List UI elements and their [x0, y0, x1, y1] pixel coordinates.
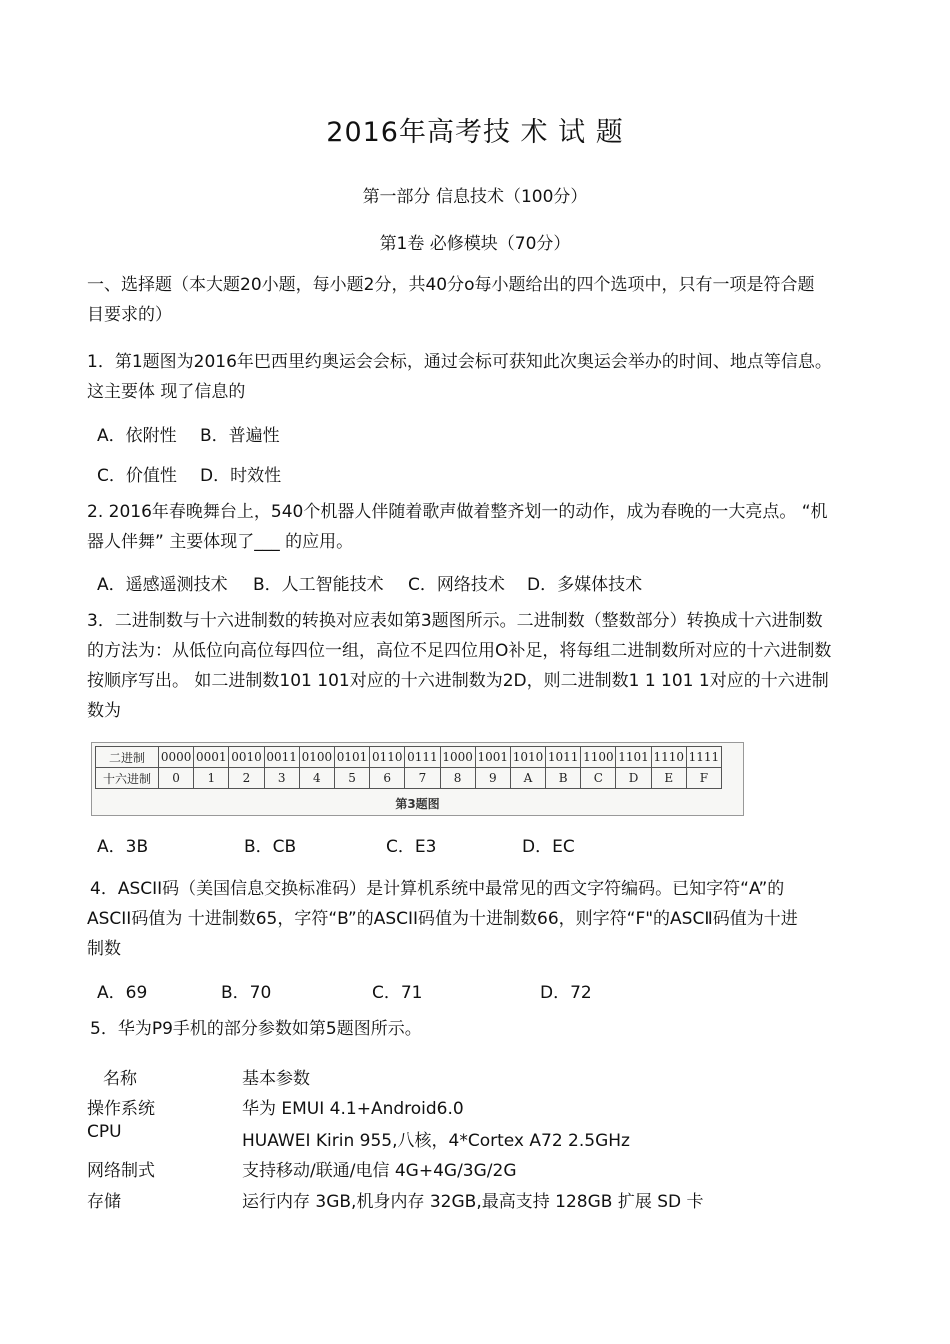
section-intro-line-2: 目要求的） — [87, 305, 172, 325]
binary-cell: 0000 — [159, 747, 194, 768]
q1-line-1: 1．第1题图为2016年巴西里约奥运会会标，通过会标可获知此次奥运会举办的时间、地点等信息。 — [87, 352, 832, 372]
q2-option-c: C．网络技术 — [408, 575, 505, 595]
binary-cell: 0111 — [405, 747, 440, 768]
hex-cell: C — [581, 768, 616, 789]
spec-header-name: 名称 — [103, 1069, 137, 1089]
spec-header-value: 基本参数 — [242, 1069, 310, 1089]
binary-cell: 0011 — [264, 747, 299, 768]
spec-value: 华为 EMUI 4.1+Android6.0 — [242, 1099, 464, 1119]
q3-line-1: 3．二进制数与十六进制数的转换对应表如第3题图所示。二进制数（整数部分）转换成十六进制数 — [87, 611, 823, 631]
hex-cell: 0 — [159, 768, 194, 789]
hex-cell: 8 — [440, 768, 475, 789]
q3-line-4: 数为 — [87, 701, 121, 721]
spec-name: 网络制式 — [87, 1161, 155, 1181]
q4-option-d: D．72 — [540, 983, 592, 1003]
q3-option-b: B．CB — [244, 837, 297, 857]
spec-name: 操作系统 — [87, 1099, 155, 1119]
binary-cell: 0100 — [299, 747, 334, 768]
q4-line-2: ASCII码值为 十进制数65，字符“B”的ASCII码值为十进制数66，则字符“F"的ASCⅡ码值为十进 — [87, 909, 798, 929]
spec-value: HUAWEI Kirin 955,八核，4*Cortex A72 2.5GHz — [242, 1131, 630, 1151]
q3-option-c: C．E3 — [386, 837, 437, 857]
q4-option-b: B．70 — [221, 983, 272, 1003]
spec-value: 运行内存 3GB,机身内存 32GB,最高支持 128GB 扩展 SD 卡 — [242, 1192, 704, 1212]
q4-line-1: 4．ASCII码（美国信息交换标准码）是计算机系统中最常见的西文字符编码。已知字符“A”的 — [90, 879, 785, 899]
volume-heading: 第1卷 必修模块（70分） — [379, 234, 571, 254]
hex-cell: 1 — [194, 768, 229, 789]
hex-row — [96, 768, 722, 789]
binary-cell: 1110 — [651, 747, 686, 768]
q1-option-d: D．时效性 — [200, 466, 282, 486]
q1-option-b: B．普遍性 — [200, 426, 280, 446]
q3-option-a: A．3B — [97, 837, 149, 857]
q3-line-3: 按顺序写出。 如二进制数101 101对应的十六进制数为2D，则二进制数1 1 101 1对应的十六进制 — [87, 671, 829, 691]
binary-cell: 1011 — [546, 747, 581, 768]
binary-cell: 1100 — [581, 747, 616, 768]
spec-name: 存储 — [87, 1192, 121, 1212]
binary-cell: 1000 — [440, 747, 475, 768]
q1-option-a: A．依附性 — [97, 426, 177, 446]
q4-line-3: 制数 — [87, 939, 121, 959]
q4-option-a: A．69 — [97, 983, 148, 1003]
binary-row-header: 二进制 — [96, 747, 159, 768]
hex-cell: 2 — [229, 768, 264, 789]
binary-cell: 1111 — [686, 747, 721, 768]
binary-cell: 1010 — [510, 747, 545, 768]
binary-cell: 0101 — [334, 747, 369, 768]
q1-line-2: 这主要体 现了信息的 — [87, 382, 246, 402]
hex-row-header: 十六进制 — [96, 768, 159, 789]
q4-option-c: C．71 — [372, 983, 423, 1003]
q3-line-2: 的方法为：从低位向高位每四位一组，高位不足四位用O补足，将每组二进制数所对应的十六进制数 — [87, 641, 832, 661]
binary-hex-table — [95, 746, 722, 789]
binary-cell: 1101 — [616, 747, 651, 768]
q3-conversion-figure — [91, 742, 744, 816]
hex-cell: F — [686, 768, 721, 789]
section-intro-line-1: 一、选择题（本大题20小题，每小题2分，共40分o每小题给出的四个选项中，只有一项是符合题 — [87, 275, 815, 295]
hex-cell: 4 — [299, 768, 334, 789]
binary-cell: 0001 — [194, 747, 229, 768]
binary-row — [96, 747, 722, 768]
hex-cell: 6 — [370, 768, 405, 789]
q5-line-1: 5．华为P9手机的部分参数如第5题图所示。 — [90, 1019, 422, 1039]
q2-option-b: B．人工智能技术 — [253, 575, 384, 595]
hex-cell: 5 — [334, 768, 369, 789]
q2-line-2: 器人伴舞” 主要体现了___ 的应用。 — [87, 532, 354, 552]
spec-name: CPU — [87, 1122, 122, 1142]
q3-option-d: D．EC — [522, 837, 575, 857]
part-heading: 第一部分 信息技术（100分） — [362, 187, 588, 207]
hex-cell: B — [546, 768, 581, 789]
binary-cell: 1001 — [475, 747, 510, 768]
q1-option-c: C．价值性 — [97, 466, 177, 486]
binary-cell: 0010 — [229, 747, 264, 768]
hex-cell: 3 — [264, 768, 299, 789]
page-title: 2016年高考技 术 试 题 — [326, 117, 624, 148]
hex-cell: D — [616, 768, 651, 789]
binary-cell: 0110 — [370, 747, 405, 768]
q2-line-1: 2. 2016年春晚舞台上，540个机器人伴随着歌声做着整齐划一的动作，成为春晚的一大亮点。 “机 — [87, 502, 828, 522]
hex-cell: E — [651, 768, 686, 789]
hex-cell: 9 — [475, 768, 510, 789]
q3-figure-caption: 第3题图 — [395, 797, 440, 811]
hex-cell: A — [510, 768, 545, 789]
hex-cell: 7 — [405, 768, 440, 789]
spec-value: 支持移动/联通/电信 4G+4G/3G/2G — [242, 1161, 517, 1181]
q2-option-a: A．遥感遥测技术 — [97, 575, 228, 595]
q2-option-d: D．多媒体技术 — [527, 575, 643, 595]
